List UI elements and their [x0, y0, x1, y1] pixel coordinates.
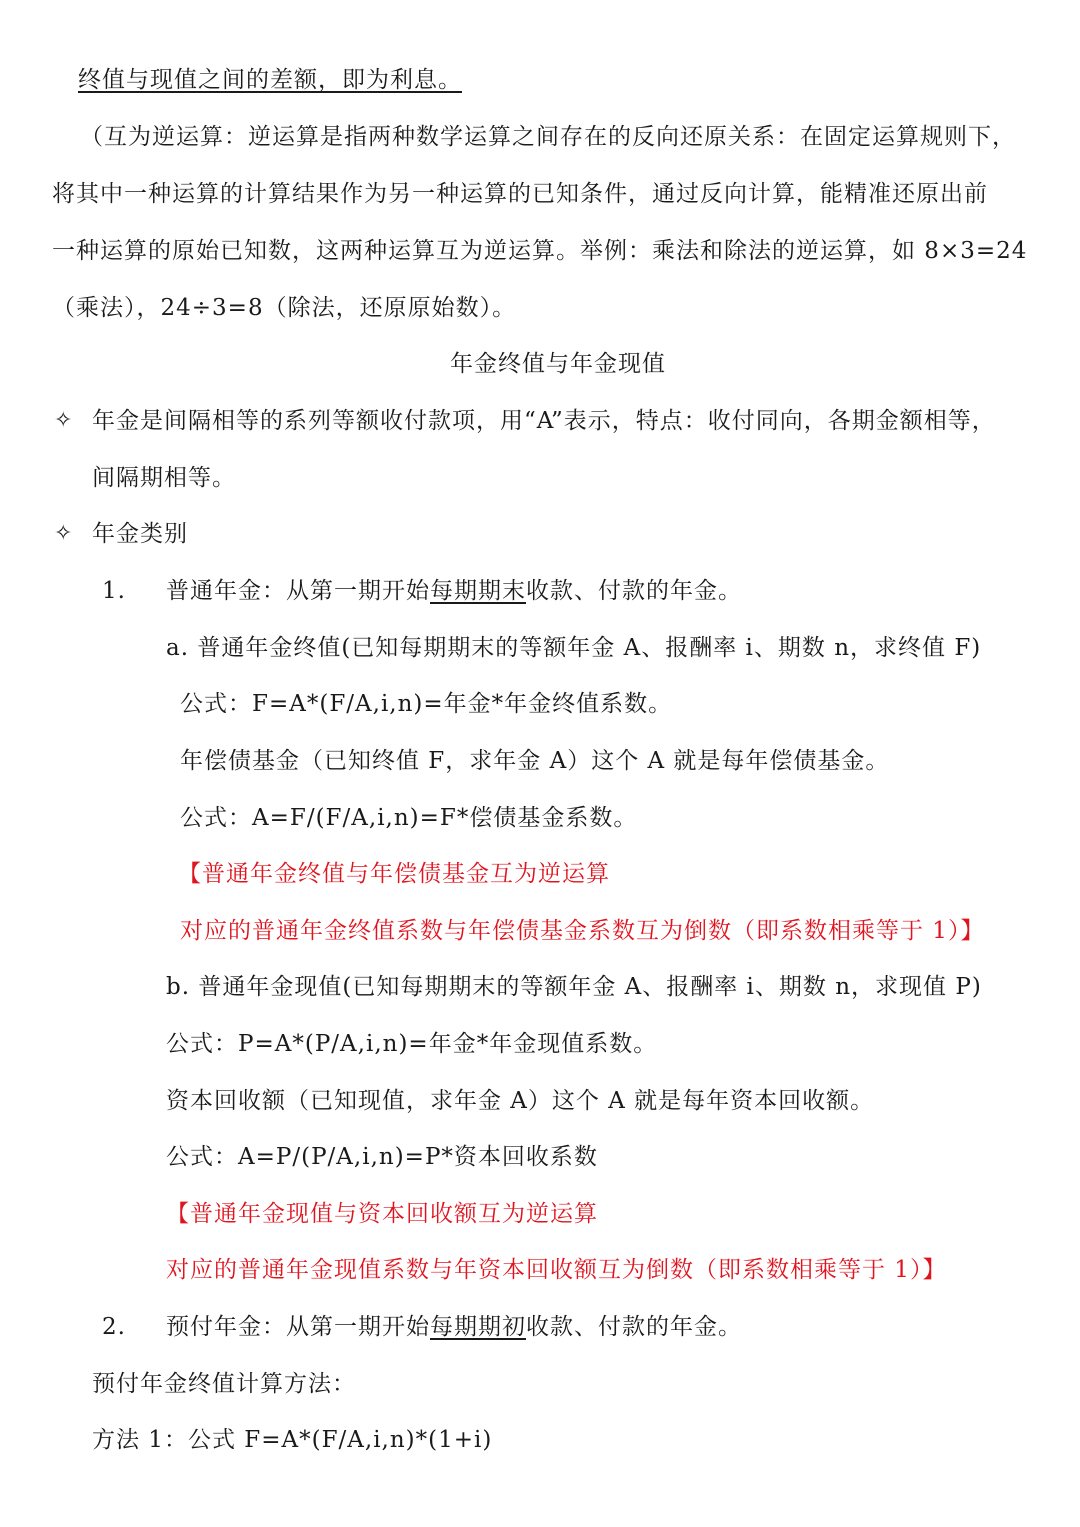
formula: 公式：A=F/(F/A,i,n)=F*偿债基金系数。: [180, 805, 638, 831]
item-text-post: 收款、付款的年金。: [526, 1314, 742, 1340]
sparkle-bullet-icon: ✧: [54, 408, 74, 433]
paragraph-line: 一种运算的原始已知数，这两种运算互为逆运算。举例：乘法和除法的逆运算，如 8×3=24: [52, 238, 1028, 264]
definition: 资本回收额（已知现值，求年金 A）这个 A 就是每年资本回收额。: [166, 1088, 875, 1114]
sparkle-bullet-icon: ✧: [54, 521, 74, 546]
bullet-text: 年金是间隔相等的系列等额收付款项，用“A”表示，特点：收付同向，各期金额相等，: [92, 408, 996, 434]
definition: 年偿债基金（已知终值 F，求年金 A）这个 A 就是每年偿债基金。: [180, 748, 890, 774]
note-red: 对应的普通年金终值系数与年偿债基金系数互为倒数（即系数相乘等于 1）】: [180, 918, 985, 944]
underlined-term: 每期期末: [430, 578, 526, 604]
item-text-pre: 普通年金：从第一期开始: [166, 578, 430, 604]
list-item-number: 2.: [102, 1314, 126, 1340]
list-item-number: 1.: [102, 578, 126, 604]
prepaid-heading: 预付年金终值计算方法：: [92, 1371, 356, 1397]
underlined-term: 每期期初: [430, 1314, 526, 1340]
section-title: 年金终值与年金现值: [450, 351, 666, 377]
subsection-a-title: a. 普通年金终值(已知每期期末的等额年金 A、报酬率 i、期数 n，求终值 F): [166, 635, 982, 661]
list-item-text: [166, 575, 742, 607]
item-text-post: 收款、付款的年金。: [526, 578, 742, 604]
item-text-pre: 预付年金：从第一期开始: [166, 1314, 430, 1340]
bullet-text: 年金类别: [92, 521, 188, 547]
formula: 公式：F=A*(F/A,i,n)=年金*年金终值系数。: [180, 691, 673, 717]
intro-line: 终值与现值之间的差额，即为利息。: [78, 67, 462, 93]
formula: 公式：P=A*(P/A,i,n)=年金*年金现值系数。: [166, 1031, 658, 1057]
paragraph-line: （互为逆运算：逆运算是指两种数学运算之间存在的反向还原关系：在固定运算规则下，: [80, 124, 1016, 150]
paragraph-line: （乘法），24÷3=8（除法，还原原始数）。: [52, 295, 517, 321]
note-red: 对应的普通年金现值系数与年资本回收额互为倒数（即系数相乘等于 1）】: [166, 1257, 947, 1283]
note-red: 【普通年金终值与年偿债基金互为逆运算: [178, 861, 610, 887]
subsection-b-title: b. 普通年金现值(已知每期期末的等额年金 A、报酬率 i、期数 n，求现值 P): [166, 974, 982, 1000]
method-formula: 方法 1：公式 F=A*(F/A,i,n)*(1+i): [92, 1427, 493, 1453]
bullet-text: 间隔期相等。: [92, 465, 236, 491]
paragraph-line: 将其中一种运算的计算结果作为另一种运算的已知条件，通过反向计算，能精准还原出前: [52, 181, 988, 207]
note-red: 【普通年金现值与资本回收额互为逆运算: [166, 1201, 598, 1227]
formula: 公式：A=P/(P/A,i,n)=P*资本回收系数: [166, 1144, 598, 1170]
list-item-text: [166, 1311, 742, 1343]
